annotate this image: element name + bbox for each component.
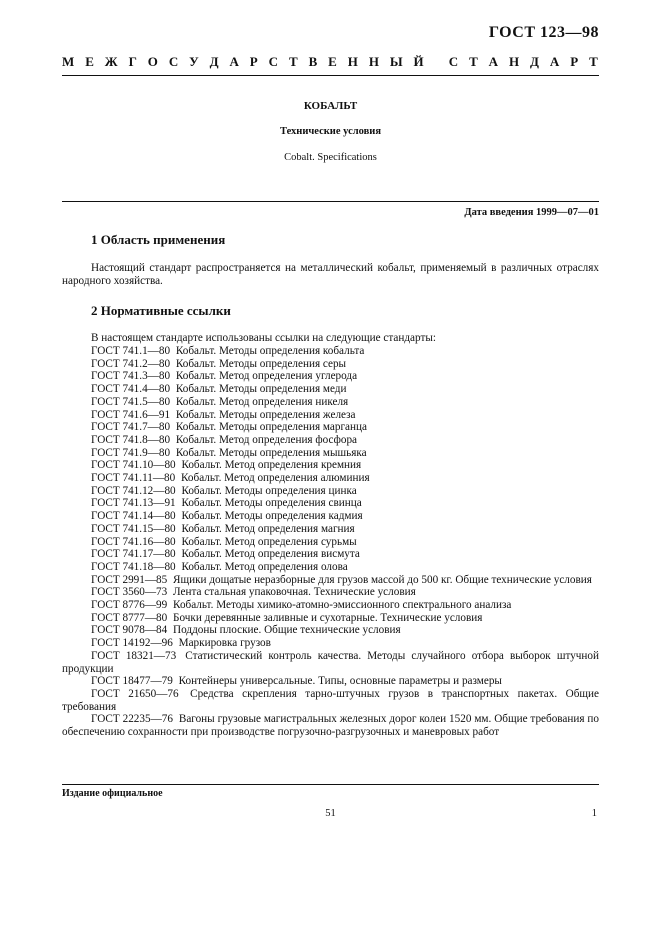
reference-item [62, 548, 599, 561]
reference-title: Кобальт. Метод определения магния [178, 522, 355, 535]
document-title: КОБАЛЬТ [303, 100, 358, 112]
reference-item [62, 370, 599, 383]
reference-item [62, 447, 599, 460]
intro-date: Дата введения 1999—07—01 [464, 207, 599, 218]
reference-code: ГОСТ 741.1—80 [91, 345, 171, 357]
reference-title: Ящики дощатые неразборные для грузов массой до 500 кг. Общие технические условия [170, 573, 592, 586]
reference-item [62, 688, 599, 713]
banner-letter: Н [508, 54, 520, 69]
reference-title: Кобальт. Метод определения сурьмы [178, 535, 357, 548]
standard-banner [62, 54, 598, 70]
banner-letter: Т [288, 54, 298, 69]
banner-letter: Й [413, 54, 424, 69]
reference-item [62, 536, 599, 549]
reference-title: Кобальт. Методы определения кобальта [173, 345, 365, 357]
banner-letter: У [189, 54, 199, 69]
reference-title: Кобальт. Метод определения олова [178, 560, 348, 573]
reference-code: ГОСТ 741.14—80 [91, 510, 176, 523]
reference-code: ГОСТ 741.18—80 [91, 560, 176, 573]
reference-item [62, 624, 599, 637]
reference-code: ГОСТ 741.17—80 [91, 548, 176, 561]
reference-title: Поддоны плоские. Общие технические условия [170, 624, 401, 637]
section-2-heading: 2 Нормативные ссылки [91, 303, 231, 318]
reference-title: Кобальт. Метод определения висмута [178, 548, 360, 561]
reference-title: Кобальт. Методы химико-атомно-эмиссионного спектрального анализа [170, 599, 512, 612]
reference-title: Бочки деревянные заливные и сухотарные. Технические условия [170, 611, 483, 624]
reference-item [62, 421, 599, 434]
section-2-intro: В настоящем стандарте использованы ссылки на следующие стандарты: [91, 332, 436, 344]
banner-letter: Н [347, 54, 358, 69]
banner-letter: М [62, 54, 75, 69]
reference-item [62, 345, 599, 358]
sheet-number: 1 [591, 808, 597, 819]
reference-code: ГОСТ 18477—79 [91, 675, 173, 688]
reference-code: ГОСТ 8776—99 [91, 599, 168, 612]
reference-code: ГОСТ 14192—96 [91, 637, 173, 650]
reference-item [62, 586, 599, 599]
banner-letter: Т [469, 54, 478, 69]
reference-title: Кобальт. Метод определения углерода [173, 370, 358, 383]
banner-letter: Н [368, 54, 379, 69]
top-rule [62, 75, 599, 76]
reference-code: ГОСТ 741.3—80 [91, 370, 171, 383]
reference-item [62, 383, 599, 396]
reference-title: Кобальт. Методы определения кадмия [178, 510, 363, 523]
reference-title: Кобальт. Методы определения мышьяка [173, 446, 367, 459]
reference-item [62, 599, 599, 612]
reference-title: Средства скрепления тарно-штучных грузов в транспортных пакетах. Общие требования [62, 687, 599, 713]
reference-code: ГОСТ 3560—73 [91, 586, 168, 599]
reference-title: Лента стальная упаковочная. Технические условия [170, 586, 416, 599]
reference-code: ГОСТ 741.13—91 [91, 497, 176, 510]
reference-item [62, 650, 599, 675]
reference-code: ГОСТ 741.9—80 [91, 446, 171, 459]
reference-item [62, 409, 599, 422]
banner-letter: Ы [389, 54, 403, 69]
reference-title: Кобальт. Методы определения цинка [178, 484, 357, 497]
references-list [62, 345, 599, 739]
document-id: ГОСТ 123—98 [488, 24, 599, 41]
reference-title: Кобальт. Метод определения кремния [178, 459, 362, 472]
reference-title: Кобальт. Методы определения железа [173, 408, 356, 421]
banner-letter [435, 54, 438, 70]
reference-code: ГОСТ 18321—73 [91, 649, 177, 662]
reference-title: Кобальт. Метод определения никеля [173, 395, 349, 408]
reference-code: ГОСТ 741.15—80 [91, 522, 176, 535]
banner-letter: А [549, 54, 560, 69]
banner-letter: В [308, 54, 318, 69]
reference-code: ГОСТ 2991—85 [91, 573, 168, 586]
banner-letter: Е [85, 54, 94, 69]
banner-letter: О [147, 54, 158, 69]
banner-letter: Р [570, 54, 579, 69]
reference-code: ГОСТ 741.16—80 [91, 535, 176, 548]
banner-letter: Ж [104, 54, 118, 69]
banner-letter: С [448, 54, 459, 69]
reference-code: ГОСТ 741.5—80 [91, 395, 171, 408]
reference-title: Статистический контроль качества. Методы случайного отбора выборок штучной продукции [62, 649, 599, 675]
reference-code: ГОСТ 741.2—80 [91, 357, 171, 370]
page-number: 51 [325, 808, 336, 819]
banner-letter: Г [128, 54, 137, 69]
banner-letter: Д [209, 54, 219, 69]
reference-code: ГОСТ 741.6—91 [91, 408, 171, 421]
reference-item [62, 612, 599, 625]
reference-code: ГОСТ 741.4—80 [91, 383, 171, 396]
reference-title: Кобальт. Метод определения фосфора [173, 433, 358, 446]
reference-item [62, 459, 599, 472]
reference-code: ГОСТ 741.10—80 [91, 459, 176, 472]
reference-item [62, 434, 599, 447]
reference-item [62, 574, 599, 587]
reference-item [62, 485, 599, 498]
section-1-heading: 1 Область применения [91, 232, 226, 247]
banner-letter: Р [249, 54, 258, 69]
reference-title: Кобальт. Метод определения алюминия [178, 472, 370, 485]
reference-code: ГОСТ 21650—76 [91, 687, 179, 700]
reference-item [62, 713, 599, 738]
reference-title: Маркировка грузов [175, 637, 271, 650]
reference-title: Кобальт. Методы определения серы [173, 357, 347, 370]
banner-letter: А [488, 54, 499, 69]
reference-code: ГОСТ 8777—80 [91, 611, 168, 624]
reference-code: ГОСТ 9078—84 [91, 624, 168, 637]
banner-letter: Т [589, 54, 598, 69]
banner-letter: С [268, 54, 279, 69]
document-subtitle: Технические условия [279, 126, 382, 137]
reference-title: Кобальт. Методы определения марганца [173, 421, 367, 434]
banner-letter: Д [530, 54, 539, 69]
reference-title: Кобальт. Методы определения меди [173, 383, 347, 396]
reference-item [62, 561, 599, 574]
banner-letter: Е [328, 54, 337, 69]
official-edition-note: Издание официальное [62, 788, 163, 799]
reference-item [62, 675, 599, 688]
reference-code: ГОСТ 741.7—80 [91, 421, 171, 434]
english-title: Cobalt. Specifications [284, 152, 377, 163]
banner-letter: С [168, 54, 179, 69]
reference-item [62, 472, 599, 485]
reference-code: ГОСТ 741.12—80 [91, 484, 176, 497]
reference-item [62, 637, 599, 650]
footer-rule [62, 784, 599, 785]
section-1-text: Настоящий стандарт распространяется на металлический кобальт, применяемый в различных отраслях народного хозяйства. [62, 262, 599, 287]
reference-title: Вагоны грузовые магистральных железных дорог колеи 1520 мм. Общие требования по обеспечению сохранности при производстве погрузочно-разгрузочных и маневровых работ [62, 713, 600, 739]
reference-code: ГОСТ 741.8—80 [91, 433, 171, 446]
reference-item [62, 497, 599, 510]
reference-item [62, 396, 599, 409]
reference-title: Контейнеры универсальные. Типы, основные параметры и размеры [175, 675, 502, 688]
banner-letter: А [229, 54, 239, 69]
reference-code: ГОСТ 741.11—80 [91, 472, 176, 485]
reference-code: ГОСТ 22235—76 [91, 713, 173, 726]
reference-item [62, 358, 599, 371]
reference-item [62, 523, 599, 536]
reference-item [62, 510, 599, 523]
title-rule [62, 201, 599, 202]
reference-title: Кобальт. Методы определения свинца [178, 497, 362, 510]
